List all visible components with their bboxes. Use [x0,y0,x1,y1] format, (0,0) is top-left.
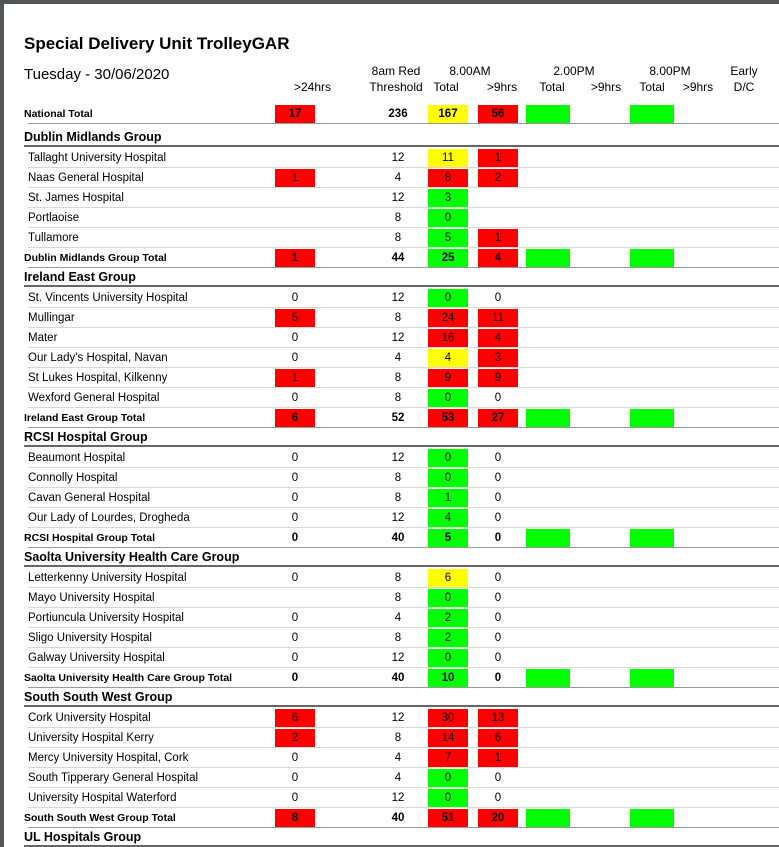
gt24-value: 0 [291,752,299,764]
gt24-value: 8 [291,812,299,824]
hospital-row [4,308,779,328]
group-total-row [4,668,779,688]
pm8-indicator [630,249,674,267]
gt24-value: 0 [291,672,299,684]
gt24-value: 2 [291,732,299,744]
threshold-value: 4 [394,172,402,184]
group-header [4,688,779,706]
hospital-name: University Hospital Waterford [28,792,177,804]
group-header [4,268,779,286]
threshold-value: 12 [391,512,405,524]
hospital-name: Saolta University Health Care Group Total [24,672,233,684]
gt9-value: 1 [494,232,502,244]
total-value: 53 [441,412,455,424]
hospital-row [4,168,779,188]
total-value: 0 [444,592,452,604]
gt24-value: 0 [291,612,299,624]
header-8pm-total: Total [639,80,665,94]
hospital-name: Cork University Hospital [28,712,151,724]
total-value: 0 [444,652,452,664]
threshold-value: 8 [394,312,402,324]
threshold-value: 8 [394,472,402,484]
pm2-indicator [526,249,570,267]
pm2-indicator [526,105,570,123]
gt9-value: 0 [494,572,502,584]
total-value: 0 [444,452,452,464]
pm2-indicator [526,529,570,547]
header-2pm: 2.00PM [553,64,595,78]
hospital-name: Wexford General Hospital [28,392,160,404]
hospital-row [4,628,779,648]
total-value: 2 [444,612,452,624]
hospital-name: University Hospital Kerry [28,732,154,744]
header-2pm-total: Total [539,80,565,94]
hospital-row [4,788,779,808]
total-value: 5 [444,532,452,544]
gt24-value: 1 [291,172,299,184]
hospital-row [4,608,779,628]
report-page [4,4,779,847]
threshold-value: 8 [394,632,402,644]
gt24-value: 0 [291,292,299,304]
threshold-value: 8 [394,592,402,604]
header-8am: 8.00AM [449,64,491,78]
threshold-value: 8 [394,492,402,504]
hospital-row [4,388,779,408]
group-name: South South West Group [24,690,173,704]
group-underline [24,705,779,707]
gt24-value [275,210,315,226]
gt24-value: 0 [291,772,299,784]
gt24-value: 0 [291,492,299,504]
report-title: Special Delivery Unit TrolleyGAR [24,34,290,53]
hospital-row [4,148,779,168]
header-early-line2: D/C [733,80,755,94]
gt9-value: 1 [494,752,502,764]
total-value: 14 [441,732,455,744]
gt9-value: 9 [494,372,502,384]
header-8am-total: Total [433,80,459,94]
hospital-name: Cavan General Hospital [28,492,151,504]
gt24-value: 0 [291,572,299,584]
hospital-row [4,348,779,368]
total-value: 0 [444,772,452,784]
hospital-row [4,708,779,728]
group-total-row [4,808,779,828]
hospital-name: St. Vincents University Hospital [28,292,188,304]
threshold-value: 4 [394,752,402,764]
header-8am-9hrs: >9hrs [486,80,518,94]
gt24-value: 1 [291,372,299,384]
gt9-value: 4 [494,332,502,344]
hospital-row [4,188,779,208]
hospital-row [4,728,779,748]
gt24-value: 17 [288,108,302,120]
total-value: 0 [444,292,452,304]
threshold-value: 12 [391,332,405,344]
gt9-value: 56 [491,108,505,120]
threshold-value: 4 [394,772,402,784]
threshold-value: 12 [391,712,405,724]
total-value: 11 [442,152,454,164]
gt9-value: 6 [494,732,502,744]
gt24-value: 0 [291,332,299,344]
total-value: 2 [444,632,452,644]
gt24-value: 6 [291,412,299,424]
hospital-row [4,288,779,308]
gt9-value: 0 [494,392,502,404]
hospital-row [4,328,779,348]
gt9-value: 0 [494,532,502,544]
threshold-value: 8 [394,572,402,584]
hospital-name: Ireland East Group Total [24,412,146,424]
gt9-value: 20 [491,812,505,824]
threshold-value: 52 [391,412,405,424]
hospital-name: Mercy University Hospital, Cork [28,752,189,764]
hospital-name: South South West Group Total [24,812,176,824]
header-early-line1: Early [730,64,758,78]
pm2-indicator [526,409,570,427]
group-underline [24,145,779,147]
header-gt24: >24hrs [294,80,332,94]
hospital-row [4,468,779,488]
group-total-row [4,408,779,428]
threshold-value: 12 [391,292,405,304]
threshold-value: 40 [391,812,405,824]
hospital-row [4,568,779,588]
gt24-value: 0 [291,452,299,464]
threshold-value: 12 [391,152,405,164]
threshold-value: 40 [391,672,405,684]
group-underline [24,445,779,447]
hospital-name: Our Lady's Hospital, Navan [28,352,168,364]
gt24-value [275,190,315,206]
hospital-name: RCSI Hospital Group Total [24,532,156,544]
hospital-name: Tullamore [28,232,79,244]
hospital-row [4,208,779,228]
header-8pm-9hrs: >9hrs [682,80,714,94]
gt24-value: 0 [291,532,299,544]
pm8-indicator [630,669,674,687]
total-value: 7 [444,752,452,764]
hospital-row [4,368,779,388]
total-value: 24 [441,312,455,324]
hospital-row [4,588,779,608]
threshold-value: 12 [391,192,405,204]
gt24-value [275,230,315,246]
total-value: 5 [444,232,452,244]
hospital-row [4,768,779,788]
total-value: 0 [444,792,452,804]
hospital-row [4,648,779,668]
hospital-name: Mayo University Hospital [28,592,155,604]
total-value: 6 [444,572,452,584]
threshold-value: 236 [388,108,408,120]
threshold-value: 40 [391,532,405,544]
threshold-value: 8 [394,212,402,224]
threshold-value: 12 [391,792,405,804]
total-value: 167 [438,108,458,120]
total-value: 10 [441,672,455,684]
pm8-indicator [630,809,674,827]
gt24-value: 0 [291,352,299,364]
total-value: 16 [441,332,455,344]
group-total-row [4,248,779,268]
group-name: Saolta University Health Care Group [24,550,240,564]
gt9-value: 0 [494,472,502,484]
total-value: 9 [444,372,452,384]
threshold-value: 8 [394,232,402,244]
gt24-value: 0 [291,792,299,804]
group-name: RCSI Hospital Group [24,430,148,444]
pm2-indicator [526,809,570,827]
gt9-value: 0 [494,612,502,624]
threshold-value: 12 [391,452,405,464]
group-total-row [4,528,779,548]
gt9-value: 0 [494,632,502,644]
gt24-value [275,150,315,166]
hospital-name: Mullingar [28,312,75,324]
gt9-value: 0 [494,492,502,504]
total-value: 0 [444,472,452,484]
hospital-name: South Tipperary General Hospital [28,772,199,784]
group-underline [24,285,779,287]
row-divider [28,123,779,124]
pm8-indicator [630,529,674,547]
hospital-name: Naas General Hospital [28,172,144,184]
hospital-name: Galway University Hospital [28,652,165,664]
gt9-value: 0 [494,592,502,604]
gt9-value: 0 [494,452,502,464]
hospital-name: National Total [24,108,93,120]
hospital-row [4,508,779,528]
total-value: 0 [444,212,452,224]
gt24-value: 0 [291,512,299,524]
gt9-value: 1 [494,152,502,164]
hospital-row [4,228,779,248]
hospital-row [4,488,779,508]
total-value: 8 [444,172,452,184]
gt9-value: 0 [494,512,502,524]
gt9-value: 0 [494,292,502,304]
gt24-value: 0 [291,472,299,484]
hospital-name: Mater [28,332,58,344]
gt9-value [478,210,518,226]
gt9-value: 0 [494,652,502,664]
pm8-indicator [630,409,674,427]
hospital-name: Connolly Hospital [28,472,118,484]
hospital-name: Beaumont Hospital [28,452,126,464]
gt24-value: 1 [291,252,299,264]
gt24-value: 6 [291,712,299,724]
gt9-value: 4 [494,252,502,264]
header-threshold-line2: Threshold [369,80,423,94]
hospital-name: Tallaght University Hospital [28,152,167,164]
total-value: 3 [444,192,452,204]
group-header [4,428,779,446]
threshold-value: 44 [391,252,405,264]
total-value: 25 [441,252,455,264]
total-value: 30 [441,712,455,724]
threshold-value: 4 [394,612,402,624]
hospital-name: Our Lady of Lourdes, Drogheda [28,512,190,524]
threshold-value: 8 [394,372,402,384]
gt24-value: 0 [291,652,299,664]
gt9-value: 0 [494,792,502,804]
gt24-value [275,590,315,606]
hospital-name: Letterkenny University Hospital [28,572,187,584]
hospital-name: Sligo University Hospital [28,632,152,644]
total-value: 4 [444,512,452,524]
total-value: 51 [441,812,455,824]
group-header [4,548,779,566]
pm2-indicator [526,669,570,687]
header-8pm: 8.00PM [649,64,691,78]
hospital-name: St Lukes Hospital, Kilkenny [28,372,168,384]
report-date: Tuesday - 30/06/2020 [24,66,170,83]
gt9-value [478,190,518,206]
gt9-value: 13 [491,712,505,724]
gt9-value: 27 [491,412,505,424]
group-header [4,828,779,846]
group-name: Ireland East Group [24,270,136,284]
hospital-row [4,448,779,468]
group-name: Dublin Midlands Group [24,130,162,144]
hospital-row [4,748,779,768]
gt24-value: 0 [291,632,299,644]
hospital-name: Portlaoise [28,212,80,224]
header-2pm-9hrs: >9hrs [590,80,622,94]
gt9-value: 3 [494,352,502,364]
gt24-value: 5 [291,312,299,324]
threshold-value: 4 [394,352,402,364]
total-value: 4 [444,352,452,364]
threshold-value: 8 [394,732,402,744]
gt9-value: 0 [494,672,502,684]
group-name: UL Hospitals Group [24,830,142,844]
hospital-name: St. James Hospital [28,192,124,204]
gt9-value: 11 [492,312,504,324]
hospital-name: Dublin Midlands Group Total [24,252,167,264]
gt9-value: 2 [494,172,502,184]
group-underline [24,565,779,567]
threshold-value: 12 [391,652,405,664]
group-total-row [4,104,779,124]
total-value: 0 [444,392,452,404]
hospital-name: Portiuncula University Hospital [28,612,184,624]
pm8-indicator [630,105,674,123]
group-header [4,128,779,146]
header-threshold-line1: 8am Red [371,64,421,78]
total-value: 1 [444,492,452,504]
gt24-value: 0 [291,392,299,404]
gt9-value: 0 [494,772,502,784]
threshold-value: 8 [394,392,402,404]
